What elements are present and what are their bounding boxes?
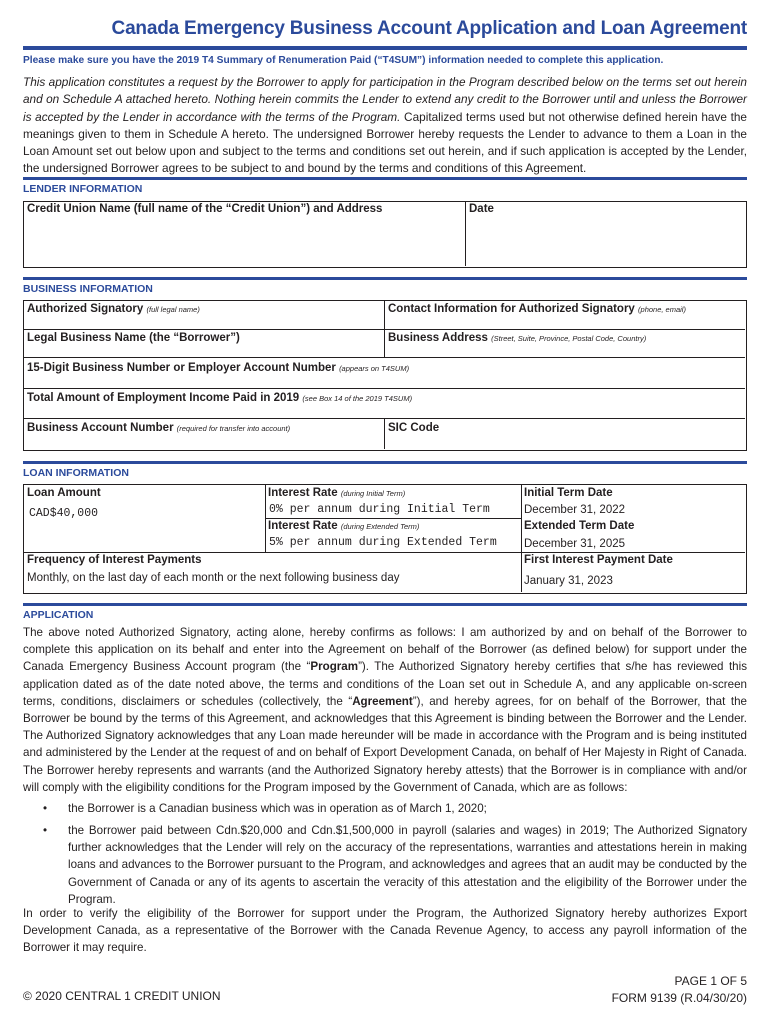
footer-page-info xyxy=(612,973,747,1007)
eligibility-bullet: • the Borrower paid between Cdn.$20,000 and Cdn.$1,500,000 in payroll (salaries and wages) in 2019; The Authorized Signatory further acknowledges that the Lender will rely on the accuracy of the representations, warranties and attestations herein in making loans and advances to the Borrower pursuant to the Program, and acknowledges and agrees that an audit may be conducted by the Government of Canada or any of its agents to ascertain the veracity of this attestation and the eligibility of the Borrower under the Program. xyxy=(43,824,747,906)
lender-divider xyxy=(465,202,466,266)
authorized-signatory-field[interactable]: Authorized Signatory (full legal name) xyxy=(27,303,200,315)
employment-income-label: Total Amount of Employment Income Paid in 2019 xyxy=(27,392,300,404)
first-payment-label: First Interest Payment Date xyxy=(524,554,673,566)
initial-rate-value: 0% per annum during Initial Term xyxy=(269,503,490,516)
legal-business-name-field[interactable] xyxy=(27,332,240,344)
verification-paragraph: In order to verify the eligibility of the Borrower for support under the Program, the Authorized Signatory hereby authorizes Export Development Canada, as a representative of the Borrower with the Canada Revenue Agency, to access any payroll information of the Borrower it may require. xyxy=(23,907,747,955)
title-rule xyxy=(23,46,747,50)
authorized-signatory-label: Authorized Signatory xyxy=(27,303,144,315)
business-number-field[interactable]: 15-Digit Business Number or Employer Account Number (appears on T4SUM) xyxy=(27,362,410,374)
business-account-label: Business Account Number xyxy=(27,422,174,434)
copyright-notice: © 2020 CENTRAL 1 CREDIT UNION xyxy=(23,989,221,1003)
initial-term-value: December 31, 2022 xyxy=(524,504,626,516)
lender-info-box xyxy=(23,201,747,268)
application-section-heading: APPLICATION xyxy=(23,603,747,621)
extended-term-label: Extended Term Date xyxy=(524,520,635,532)
business-info-box xyxy=(23,300,747,451)
page-number: PAGE 1 OF 5 xyxy=(674,974,747,988)
business-section-heading: BUSINESS INFORMATION xyxy=(23,277,747,295)
business-address-label: Business Address xyxy=(388,332,488,344)
business-address-field[interactable]: Business Address (Street, Suite, Province, Postal Code, Country) xyxy=(388,332,647,344)
business-number-label: 15-Digit Business Number or Employer Account Number xyxy=(27,362,336,374)
intro-paragraph xyxy=(23,74,747,178)
loan-amount-value: CAD$40,000 xyxy=(29,507,99,520)
loan-amount-label: Loan Amount xyxy=(27,487,101,499)
lender-section-heading: LENDER INFORMATION xyxy=(23,177,747,195)
form-title: Canada Emergency Business Account Application and Loan Agreement xyxy=(111,18,747,39)
payment-frequency-label: Frequency of Interest Payments xyxy=(27,554,202,566)
legal-business-name-label: Legal Business Name (the “Borrower”) xyxy=(27,332,240,344)
loan-info-box xyxy=(23,484,747,594)
first-payment-value: January 31, 2023 xyxy=(524,575,613,587)
credit-union-label: Credit Union Name (full name of the “Credit Union”) and Address xyxy=(27,203,383,215)
bullet-dot: • xyxy=(43,802,48,815)
eligibility-bullet: • the Borrower is a Canadian business which was in operation as of March 1, 2020; xyxy=(23,800,747,817)
initial-term-label: Initial Term Date xyxy=(524,487,613,499)
contact-info-field[interactable]: Contact Information for Authorized Signatory (phone, email) xyxy=(388,303,686,315)
agreement-term: Agreement xyxy=(352,694,413,708)
sic-code-field[interactable] xyxy=(388,422,439,434)
application-paragraph: The above noted Authorized Signatory, acting alone, hereby confirms as follows: I am authorized by and on behalf of the Borrower to complete this application on its behalf and enter into the Agreement on behalf of the Borrower (as defined below) for support under the Canada Emergency Business Account program (the “Program”). The Authorized Signatory hereby certifies that s/he has reviewed this application dated as of the date noted above, the terms and conditions of the Loan set out in Schedule A, and any applicable on-screen terms, conditions, disclaimers or schedules (collectively, the “Agreement”), and hereby agrees, for on behalf of the Borrower, that the Borrower be bound by the terms of this Agreement, and acknowledges that this Agreement is binding between the Borrower and the Lender. The Authorized Signatory acknowledges that any Loan made hereunder will be made in accordance with the Program and is being instituted and administered by the Lender at the request of and on behalf of Export Development Canada, on behalf of Her Majesty in Right of Canada. The Borrower hereby represents and warrants (and the Authorized Signatory hereby attests) that the Borrower is in compliance with and/or will comply with the eligibility conditions for the Program imposed by the Government of Canada, which are as follows: xyxy=(23,626,747,794)
sic-code-label: SIC Code xyxy=(388,422,440,434)
t4sum-notice: Please make sure you have the 2019 T4 Summary of Renumeration Paid (“T4SUM”) information needed to complete this application. xyxy=(23,55,664,66)
extended-rate-field: Interest Rate (during Extended Term) xyxy=(268,520,420,532)
contact-info-label: Contact Information for Authorized Signatory xyxy=(388,303,635,315)
initial-rate-field: Interest Rate (during Initial Term) xyxy=(268,487,406,499)
payment-frequency-value: Monthly, on the last day of each month or the next following business day xyxy=(27,572,400,584)
extended-rate-value: 5% per annum during Extended Term xyxy=(269,536,497,549)
loan-section-heading: LOAN INFORMATION xyxy=(23,461,747,479)
lender-date-label: Date xyxy=(469,203,494,215)
program-term: Program xyxy=(310,660,359,674)
bullet-dot: • xyxy=(43,824,48,837)
business-account-field[interactable]: Business Account Number (required for transfer into account) xyxy=(27,422,291,434)
employment-income-field[interactable]: Total Amount of Employment Income Paid in 2019 (see Box 14 of the 2019 T4SUM) xyxy=(27,392,413,404)
intro-italic-text: This application constitutes a request by the Borrower to apply for participation in the Program described below on the terms set out herein and on Schedule A attached hereto. Nothing herein commits the Lender to extend any credit to the Borrower until and unless the Borrower is accepted by the Lender in accordance with the terms of the Program. xyxy=(23,75,747,124)
extended-term-value: December 31, 2025 xyxy=(524,538,626,550)
intro-normal-text: Capitalized terms used but not otherwise defined herein have the meanings given to them in Schedule A hereto. The undersigned Borrower hereby requests the Lender to advance to them a Loan in the Loan Amount set out below upon and subject to the terms and conditions set out herein, and if such application is accepted by the Lender, the undersigned Borrower agrees to be subject to and bound by the terms and conditions of this Agreement. xyxy=(23,109,747,176)
form-number: FORM 9139 (R.04/30/20) xyxy=(611,991,747,1005)
